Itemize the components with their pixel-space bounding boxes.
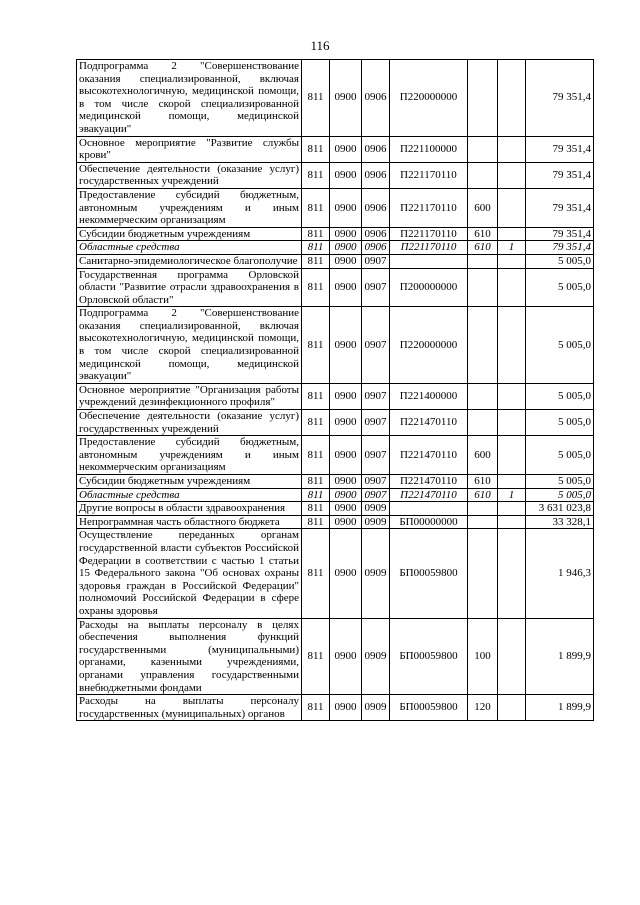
item-name: Основное мероприятие "Организация работы учреждений дезинфекционного профиля" — [77, 383, 302, 409]
table-row — [77, 410, 594, 436]
section-code: 0900 — [330, 488, 362, 502]
funding-source-code — [498, 695, 526, 721]
amount: 5 005,0 — [526, 410, 594, 436]
grbs-code: 811 — [302, 383, 330, 409]
subsection-code: 0906 — [362, 162, 390, 188]
subsection-code: 0907 — [362, 307, 390, 384]
funding-source-code — [498, 436, 526, 475]
subsection-code: 0906 — [362, 188, 390, 227]
table-row — [77, 475, 594, 489]
target-article-code — [390, 502, 468, 516]
grbs-code: 811 — [302, 618, 330, 695]
section-code: 0900 — [330, 618, 362, 695]
subsection-code: 0906 — [362, 60, 390, 137]
subsection-code: 0906 — [362, 136, 390, 162]
section-code: 0900 — [330, 515, 362, 529]
grbs-code: 811 — [302, 60, 330, 137]
section-code: 0900 — [330, 268, 362, 307]
funding-source-code — [498, 268, 526, 307]
grbs-code: 811 — [302, 188, 330, 227]
section-code: 0900 — [330, 254, 362, 268]
funding-source-code — [498, 475, 526, 489]
amount: 1 899,9 — [526, 618, 594, 695]
expense-type-code: 600 — [468, 436, 498, 475]
page-number: 116 — [310, 38, 330, 53]
item-name: Подпрограмма 2 "Совершенствование оказания специализированной, включая высокотехнологичную, медицинской помощи, в том числе скорой специализированной медицинской помощи, медицинской эвакуации" — [77, 307, 302, 384]
target-article-code: П221170110 — [390, 227, 468, 241]
funding-source-code — [498, 227, 526, 241]
subsection-code: 0909 — [362, 618, 390, 695]
grbs-code: 811 — [302, 410, 330, 436]
item-name: Субсидии бюджетным учреждениям — [77, 227, 302, 241]
item-name: Расходы на выплаты персоналу в целях обеспечения выполнения функций государственными (муниципальными) органами, казенными учреждениями, органами управления государственными внебюджетными фондами — [77, 618, 302, 695]
amount: 3 631 023,8 — [526, 502, 594, 516]
subsection-code: 0909 — [362, 695, 390, 721]
target-article-code: П221170110 — [390, 188, 468, 227]
expense-type-code — [468, 307, 498, 384]
expense-type-code — [468, 254, 498, 268]
section-code: 0900 — [330, 502, 362, 516]
expense-type-code — [468, 136, 498, 162]
amount: 5 005,0 — [526, 475, 594, 489]
item-name: Предоставление субсидий бюджетным, автономным учреждениям и иным некоммерческим организациям — [77, 436, 302, 475]
section-code: 0900 — [330, 188, 362, 227]
grbs-code: 811 — [302, 162, 330, 188]
grbs-code: 811 — [302, 254, 330, 268]
section-code: 0900 — [330, 529, 362, 618]
amount: 33 328,1 — [526, 515, 594, 529]
expense-type-code — [468, 502, 498, 516]
funding-source-code: 1 — [498, 241, 526, 255]
target-article-code: П220000000 — [390, 60, 468, 137]
table-row — [77, 488, 594, 502]
table-row — [77, 695, 594, 721]
grbs-code: 811 — [302, 136, 330, 162]
table-row — [77, 529, 594, 618]
item-name: Областные средства — [77, 241, 302, 255]
section-code: 0900 — [330, 60, 362, 137]
table-row — [77, 162, 594, 188]
amount: 79 351,4 — [526, 60, 594, 137]
grbs-code: 811 — [302, 529, 330, 618]
table-row — [77, 241, 594, 255]
target-article-code: БП00059800 — [390, 695, 468, 721]
table-row — [77, 227, 594, 241]
subsection-code: 0907 — [362, 410, 390, 436]
grbs-code: 811 — [302, 241, 330, 255]
item-name: Основное мероприятие "Развитие службы крови" — [77, 136, 302, 162]
item-name: Санитарно-эпидемиологическое благополучие — [77, 254, 302, 268]
subsection-code: 0907 — [362, 383, 390, 409]
expense-type-code: 600 — [468, 188, 498, 227]
subsection-code: 0906 — [362, 227, 390, 241]
table-row — [77, 618, 594, 695]
target-article-code: П220000000 — [390, 307, 468, 384]
table-row — [77, 188, 594, 227]
amount: 79 351,4 — [526, 188, 594, 227]
grbs-code: 811 — [302, 436, 330, 475]
item-name: Расходы на выплаты персоналу государственных (муниципальных) органов — [77, 695, 302, 721]
expense-type-code: 610 — [468, 241, 498, 255]
item-name: Областные средства — [77, 488, 302, 502]
grbs-code: 811 — [302, 475, 330, 489]
funding-source-code — [498, 383, 526, 409]
subsection-code: 0907 — [362, 488, 390, 502]
item-name: Обеспечение деятельности (оказание услуг) государственных учреждений — [77, 162, 302, 188]
table-row — [77, 502, 594, 516]
section-code: 0900 — [330, 436, 362, 475]
amount: 79 351,4 — [526, 241, 594, 255]
subsection-code: 0907 — [362, 475, 390, 489]
funding-source-code — [498, 188, 526, 227]
target-article-code: БП00059800 — [390, 529, 468, 618]
subsection-code: 0909 — [362, 529, 390, 618]
expense-type-code: 610 — [468, 227, 498, 241]
section-code: 0900 — [330, 227, 362, 241]
table-row — [77, 268, 594, 307]
amount: 5 005,0 — [526, 436, 594, 475]
expense-type-code — [468, 410, 498, 436]
amount: 79 351,4 — [526, 162, 594, 188]
expense-type-code — [468, 515, 498, 529]
target-article-code — [390, 254, 468, 268]
target-article-code: БП00000000 — [390, 515, 468, 529]
item-name: Другие вопросы в области здравоохранения — [77, 502, 302, 516]
target-article-code: П221100000 — [390, 136, 468, 162]
subsection-code: 0907 — [362, 254, 390, 268]
section-code: 0900 — [330, 410, 362, 436]
table-row — [77, 136, 594, 162]
table-row — [77, 515, 594, 529]
section-code: 0900 — [330, 307, 362, 384]
expense-type-code: 610 — [468, 475, 498, 489]
amount: 5 005,0 — [526, 254, 594, 268]
item-name: Субсидии бюджетным учреждениям — [77, 475, 302, 489]
grbs-code: 811 — [302, 502, 330, 516]
amount: 5 005,0 — [526, 268, 594, 307]
target-article-code: П200000000 — [390, 268, 468, 307]
item-name: Государственная программа Орловской области "Развитие отрасли здравоохранения в Орловской области" — [77, 268, 302, 307]
funding-source-code — [498, 529, 526, 618]
section-code: 0900 — [330, 475, 362, 489]
target-article-code: П221400000 — [390, 383, 468, 409]
target-article-code: П221470110 — [390, 475, 468, 489]
funding-source-code: 1 — [498, 488, 526, 502]
funding-source-code — [498, 307, 526, 384]
table-row — [77, 60, 594, 137]
item-name: Непрограммная часть областного бюджета — [77, 515, 302, 529]
table-row — [77, 307, 594, 384]
target-article-code: П221470110 — [390, 436, 468, 475]
target-article-code: БП00059800 — [390, 618, 468, 695]
table-body — [77, 60, 594, 721]
funding-source-code — [498, 618, 526, 695]
expense-type-code — [468, 268, 498, 307]
table-row — [77, 383, 594, 409]
item-name: Подпрограмма 2 "Совершенствование оказания специализированной, включая высокотехнологичную, медицинской помощи, в том числе скорой специализированной медицинской помощи, медицинской эвакуации" — [77, 60, 302, 137]
subsection-code: 0907 — [362, 268, 390, 307]
funding-source-code — [498, 410, 526, 436]
table-row — [77, 436, 594, 475]
table-row — [77, 254, 594, 268]
expense-type-code — [468, 162, 498, 188]
expense-type-code — [468, 529, 498, 618]
funding-source-code — [498, 60, 526, 137]
amount: 1 946,3 — [526, 529, 594, 618]
amount: 5 005,0 — [526, 307, 594, 384]
target-article-code: П221170110 — [390, 241, 468, 255]
target-article-code: П221470110 — [390, 488, 468, 502]
amount: 79 351,4 — [526, 227, 594, 241]
subsection-code: 0909 — [362, 515, 390, 529]
funding-source-code — [498, 136, 526, 162]
grbs-code: 811 — [302, 268, 330, 307]
amount: 5 005,0 — [526, 383, 594, 409]
funding-source-code — [498, 502, 526, 516]
section-code: 0900 — [330, 383, 362, 409]
expense-type-code: 610 — [468, 488, 498, 502]
section-code: 0900 — [330, 695, 362, 721]
target-article-code: П221470110 — [390, 410, 468, 436]
subsection-code: 0906 — [362, 241, 390, 255]
subsection-code: 0909 — [362, 502, 390, 516]
funding-source-code — [498, 254, 526, 268]
item-name: Осуществление переданных органам государственной власти субъектов Российской Федерации в соответствии с частью 1 статьи 15 Федерального закона "Об основах охраны здоровья граждан в Российской Федерации" полномочий Российской Федерации в сфере охраны здоровья — [77, 529, 302, 618]
grbs-code: 811 — [302, 515, 330, 529]
grbs-code: 811 — [302, 695, 330, 721]
item-name: Предоставление субсидий бюджетным, автономным учреждениям и иным некоммерческим организациям — [77, 188, 302, 227]
expense-type-code: 120 — [468, 695, 498, 721]
amount: 79 351,4 — [526, 136, 594, 162]
expense-type-code — [468, 60, 498, 137]
subsection-code: 0907 — [362, 436, 390, 475]
section-code: 0900 — [330, 162, 362, 188]
section-code: 0900 — [330, 241, 362, 255]
target-article-code: П221170110 — [390, 162, 468, 188]
expense-type-code — [468, 383, 498, 409]
grbs-code: 811 — [302, 227, 330, 241]
section-code: 0900 — [330, 136, 362, 162]
item-name: Обеспечение деятельности (оказание услуг) государственных учреждений — [77, 410, 302, 436]
budget-table — [76, 59, 594, 721]
grbs-code: 811 — [302, 307, 330, 384]
amount: 1 899,9 — [526, 695, 594, 721]
expense-type-code: 100 — [468, 618, 498, 695]
grbs-code: 811 — [302, 488, 330, 502]
amount: 5 005,0 — [526, 488, 594, 502]
funding-source-code — [498, 515, 526, 529]
funding-source-code — [498, 162, 526, 188]
